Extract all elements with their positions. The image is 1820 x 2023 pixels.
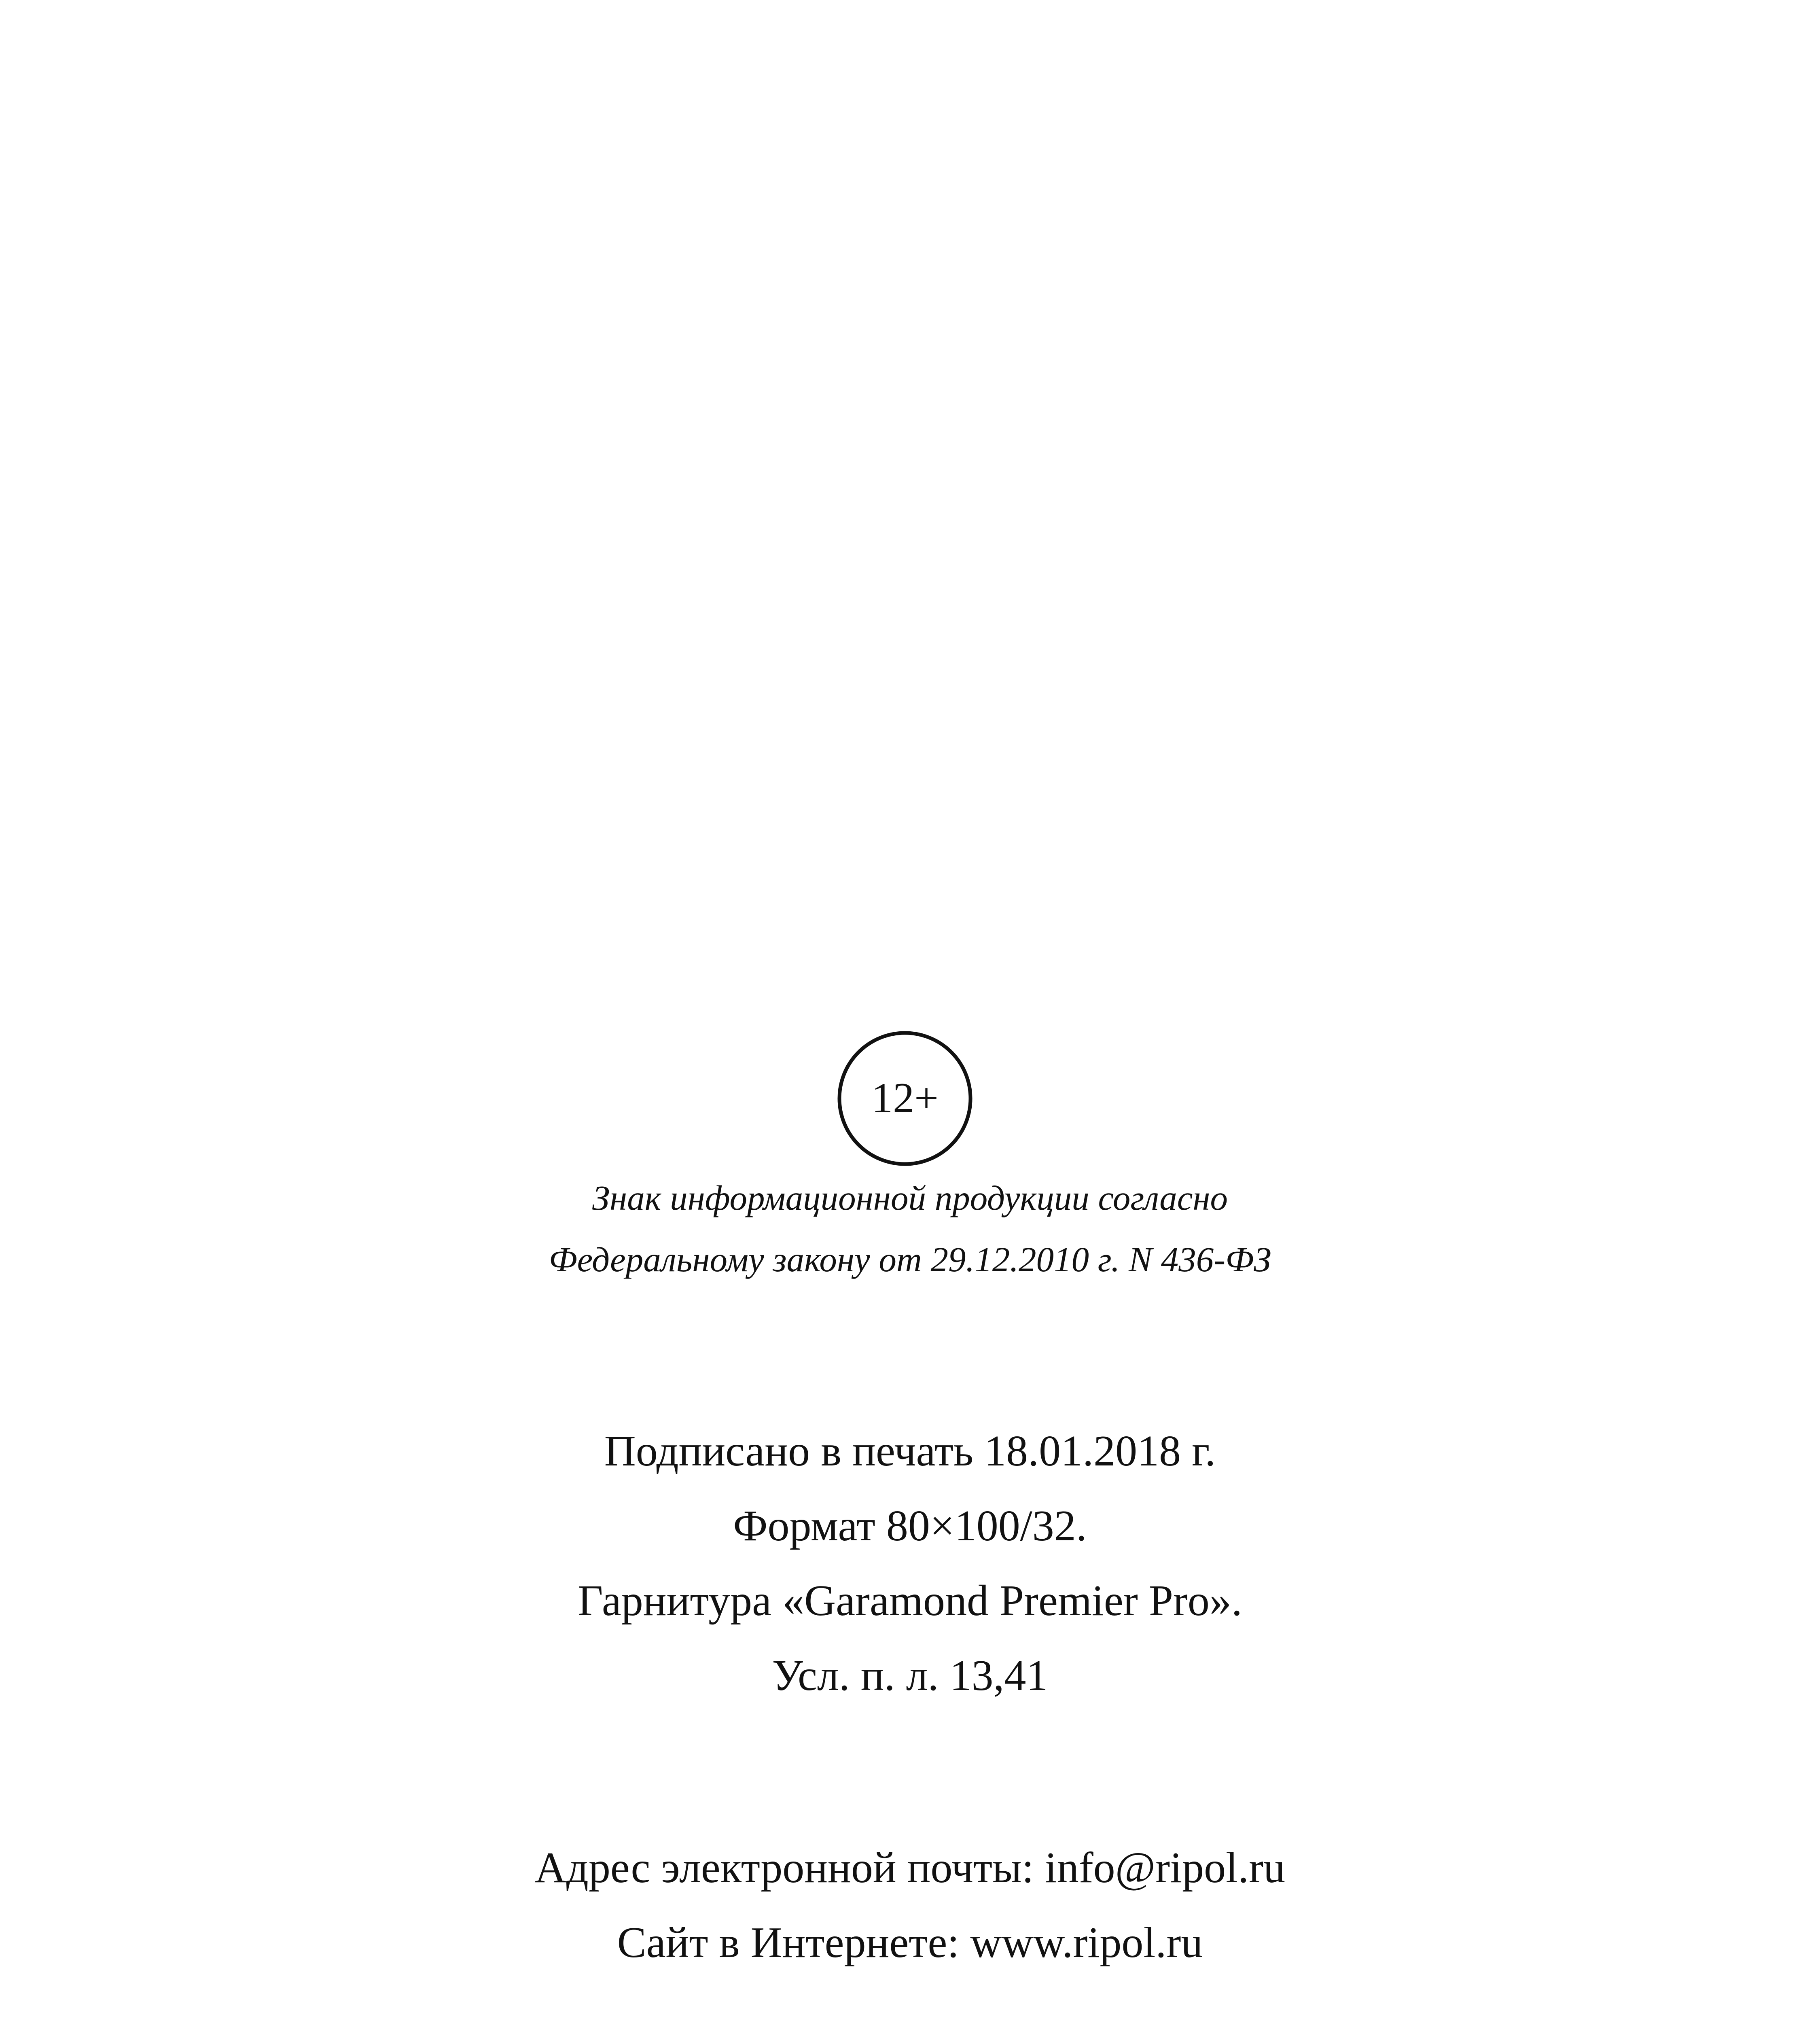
age-rating-label: 12+ xyxy=(871,1074,939,1122)
age-rating-circle-icon xyxy=(836,1030,974,1167)
contact-website: Сайт в Интернете: www.ripol.ru xyxy=(617,1919,1203,1967)
imprint-format: Формат 80×100/32. xyxy=(733,1502,1087,1550)
age-rating-badge xyxy=(836,1030,974,1167)
imprint-sheets: Усл. п. л. 13,41 xyxy=(772,1652,1048,1700)
contact-email: Адрес электронной почты: info@ripol.ru xyxy=(534,1844,1286,1892)
age-notice-line-2: Федеральному закону от 29.12.2010 г. N 436-ФЗ xyxy=(549,1240,1271,1279)
age-notice-line-1: Знак информационной продукции согласно xyxy=(592,1178,1228,1217)
imprint-typeface: Гарнитура «Garamond Premier Pro». xyxy=(578,1577,1242,1625)
imprint-signed-date: Подписано в печать 18.01.2018 г. xyxy=(604,1427,1216,1475)
